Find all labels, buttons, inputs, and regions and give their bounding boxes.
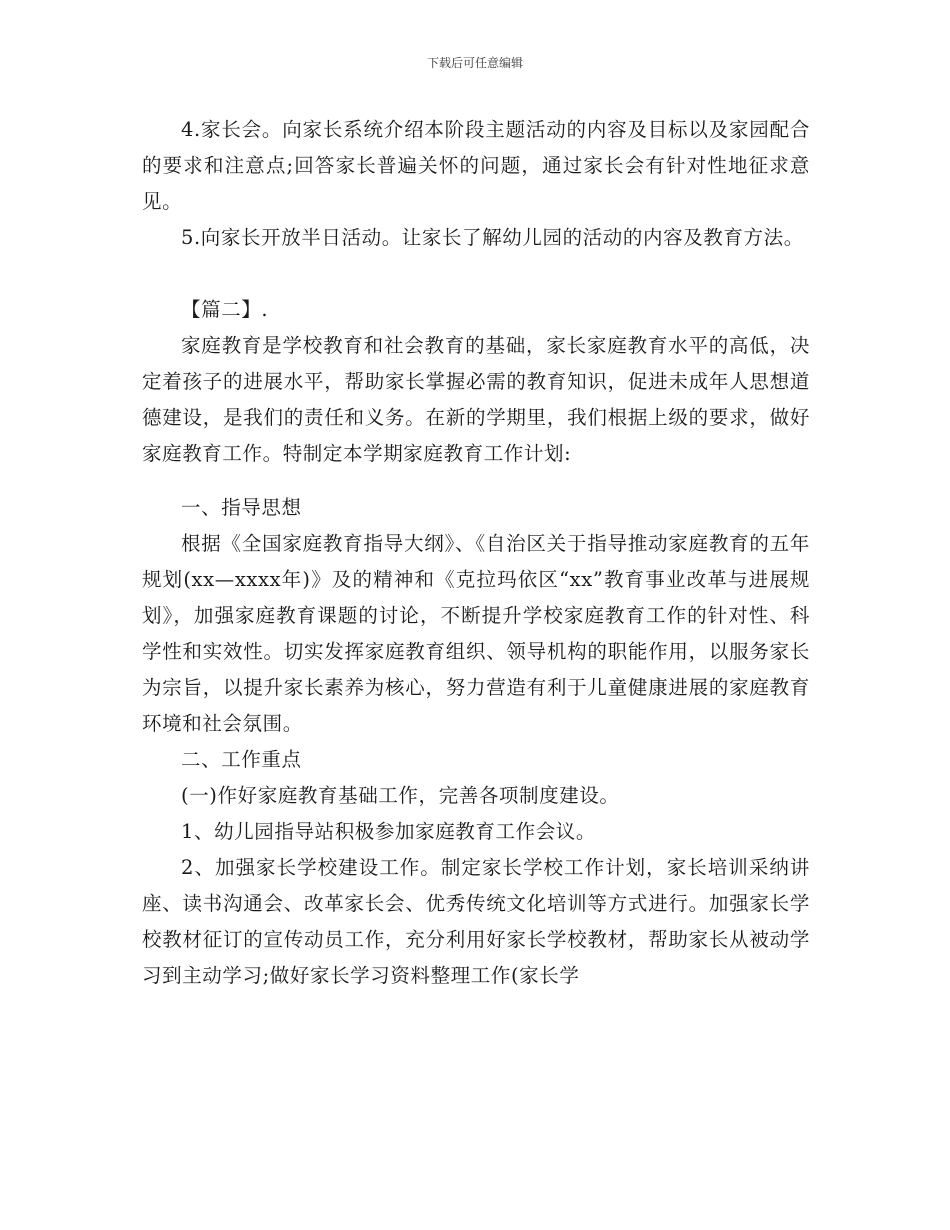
- page-header: 下载后可任意编辑: [426, 56, 523, 70]
- paragraph-spacer: [142, 472, 810, 490]
- paragraph-open-day: 5.向家长开放半日活动。让家长了解幼儿园的活动的内容及教育方法。: [181, 226, 804, 249]
- paragraph-intro: 家庭教育是学校教育和社会教育的基础，家长家庭教育水平的高低，决定着孩子的进展水平，帮助家长掌握必需的教育知识，促进未成年人思想道德建设，是我们的责任和义务。在新的学期里，我们根据上级的要求，做好家庭教育工作。特制定本学期家庭教育工作计划:: [142, 334, 810, 465]
- list-item-2: 2、加强家长学校建设工作。制定家长学校工作计划，家长培训采纳讲座、读书沟通会、改革家长会、优秀传统文化培训等方式进行。加强家长学校教材征订的宣传动员工作，充分利用好家长学校教材，帮助家长从被动学习到主动学习;做好家长学习资料整理工作(家长学: [142, 856, 810, 987]
- paragraph-parent-meeting: 4.家长会。向家长系统介绍本阶段主题活动的内容及目标以及家园配合的要求和注意点;回答家长普遍关怀的问题，通过家长会有针对性地征求意见。: [142, 118, 810, 213]
- document-body: [142, 112, 810, 994]
- paragraph-guiding-ideology: 根据《全国家庭教育指导大纲》、《自治区关于指导推动家庭教育的五年规划(xx—xxxx年)》及的精神和《克拉玛依区“xx”教育事业改革与进展规划》，加强家庭教育课题的讨论，不断提升学校家庭教育工作的针对性、科学性和实效性。切实发挥家庭教育组织、领导机构的职能作用，以服务家长为宗旨，以提升家长素养为核心，努力营造有利于儿童健康进展的家庭教育环境和社会氛围。: [142, 532, 810, 735]
- paragraph-spacer: [142, 256, 810, 292]
- heading-guiding-ideology: 一、指导思想: [181, 496, 302, 519]
- subheading-basic-work: (一)作好家庭教育基础工作，完善各项制度建设。: [181, 784, 620, 807]
- heading-work-focus: 二、工作重点: [181, 748, 302, 771]
- list-item-1: 1、幼儿园指导站积极参加家庭教育工作会议。: [181, 820, 597, 843]
- section-heading-part-two: 【篇二】.: [181, 298, 269, 321]
